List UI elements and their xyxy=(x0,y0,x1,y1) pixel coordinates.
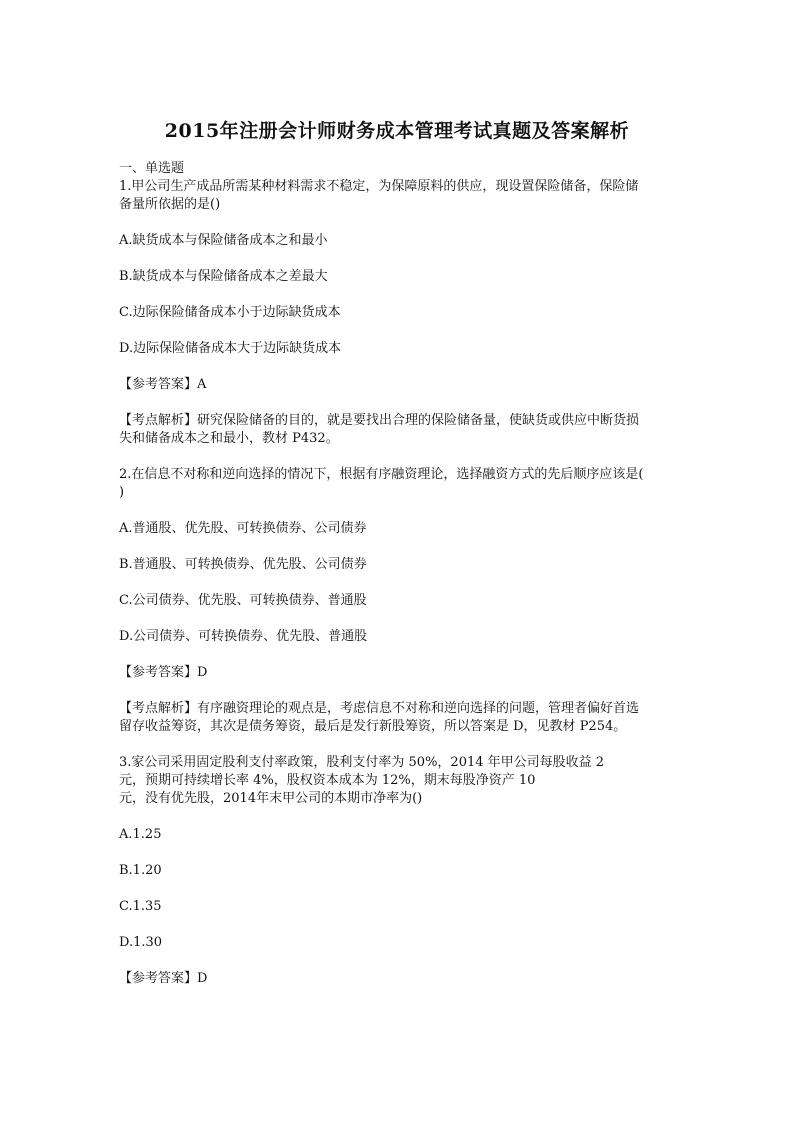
q1-analysis-line-1: 【考点解析】研究保险储备的目的，就是要找出合理的保险储备量，使缺货或供应中断货损 xyxy=(119,413,640,428)
q3-option-c: C.1.35 xyxy=(119,899,162,914)
q1-answer: 【参考答案】A xyxy=(119,377,207,392)
q3-stem-line-3: 元，没有优先股，2014年末甲公司的本期市净率为() xyxy=(119,791,423,806)
section-heading: 一、单选题 xyxy=(119,161,185,176)
q1-option-b: B.缺货成本与保险储备成本之差最大 xyxy=(119,269,328,284)
q2-analysis-line-1: 【考点解析】有序融资理论的观点是，考虑信息不对称和逆向选择的问题，管理者偏好首选 xyxy=(119,701,640,716)
q2-stem-line-1: 2.在信息不对称和逆向选择的情况下，根据有序融资理论，选择融资方式的先后顺序应该是( xyxy=(119,467,644,482)
q1-stem-line-2: 备量所依据的是() xyxy=(119,197,221,212)
q2-option-b: B.普通股、可转换债券、优先股、公司债券 xyxy=(119,557,367,572)
q3-stem-line-1: 3.家公司采用固定股利支付率政策，股利支付率为 50%，2014 年甲公司每股收益 2 xyxy=(119,755,605,770)
q3-option-b: B.1.20 xyxy=(119,863,162,878)
q2-analysis-line-2: 留存收益筹资，其次是债务筹资，最后是发行新股筹资，所以答案是 D，见教材 P254。 xyxy=(119,719,627,734)
q2-option-d: D.公司债券、可转换债券、优先股、普通股 xyxy=(119,629,368,644)
q2-option-a: A.普通股、优先股、可转换债券、公司债券 xyxy=(119,521,367,536)
q2-stem-line-2: ) xyxy=(119,485,125,500)
q3-option-d: D.1.30 xyxy=(119,935,163,950)
q3-answer: 【参考答案】D xyxy=(119,971,208,986)
q1-analysis-line-2: 失和储备成本之和最小，教材 P432。 xyxy=(119,431,339,446)
q1-option-c: C.边际保险储备成本小于边际缺货成本 xyxy=(119,305,341,320)
q3-stem-line-2: 元，预期可持续增长率 4%，股权资本成本为 12%，期末每股净资产 10 xyxy=(119,773,536,788)
q1-option-a: A.缺货成本与保险储备成本之和最小 xyxy=(119,233,328,248)
q1-stem-line-1: 1.甲公司生产成品所需某种材料需求不稳定，为保障原料的供应，现设置保险储备，保险储 xyxy=(119,179,639,194)
q3-option-a: A.1.25 xyxy=(119,827,162,842)
document-title: 2015年注册会计师财务成本管理考试真题及答案解析 xyxy=(164,120,630,142)
q1-option-d: D.边际保险储备成本大于边际缺货成本 xyxy=(119,341,342,356)
q2-answer: 【参考答案】D xyxy=(119,665,208,680)
document-body xyxy=(119,160,689,988)
q2-option-c: C.公司债券、优先股、可转换债券、普通股 xyxy=(119,593,367,608)
